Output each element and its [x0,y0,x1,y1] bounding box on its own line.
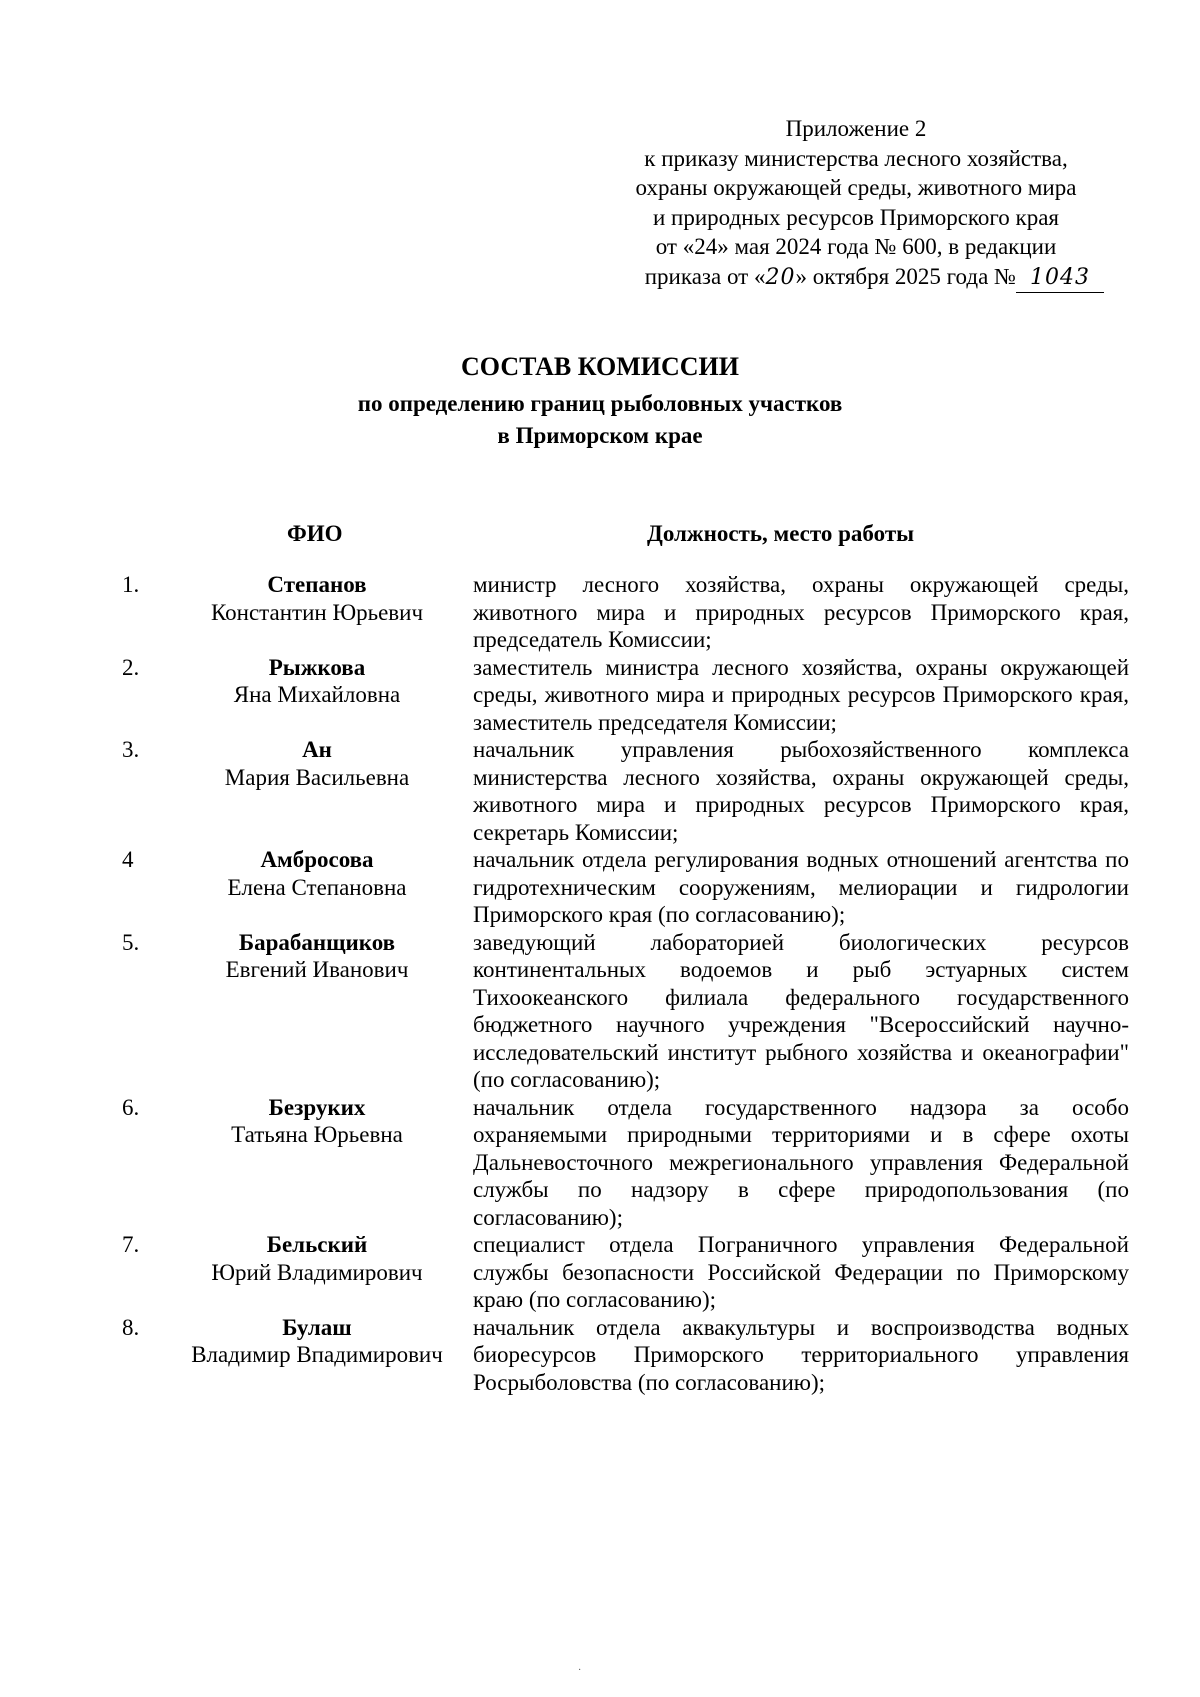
member-row [0,1231,1200,1314]
member-first-names: Юрий Владимирович [211,1259,423,1285]
header-line-6 [600,262,1112,294]
member-number: 4 [122,847,134,872]
member-row [0,571,1200,654]
member-last-name: Рыжкова [268,654,366,680]
member-number: 3. [122,737,140,762]
member-last-name: Барабанщиков [238,929,396,955]
member-position: начальник управления рыбохозяйственного комплекса министерства лесного хозяйства, охраны окружающей среды, животного мира и природных ресурсов Приморского края, секретарь Комиссии; [473,737,1129,845]
column-header-position: Должность, место работы [647,521,915,546]
member-name [172,736,462,791]
member-row [0,1094,1200,1232]
member-last-name: Степанов [267,572,367,597]
column-header-fio: ФИО [287,521,343,546]
header-line-1: Приложение 2 [785,116,927,141]
member-position: заведующий лабораторией биологических ресурсов континентальных водоемов и рыб эстуарных систем Тихоокеанского филиала федерального государственного бюджетного научного учреждения "Всероссийский научно-исследовательский институт рыбного хозяйства и океанографии" (по согласованию); [473,929,1129,1092]
member-first-names: Евгений Иванович [225,957,409,982]
member-position: министр лесного хозяйства, охраны окружающей среды, животного мира и природных ресурсов Приморского края, председатель Комиссии; [473,572,1129,652]
member-name [172,571,462,626]
members-list [0,571,1200,1396]
member-name [172,1314,462,1369]
header-line-6-mid: » октября 2025 года № [795,263,1016,289]
member-first-names: Мария Васильевна [224,764,410,790]
member-number: 2. [122,654,140,680]
member-position: начальник отдела государственного надзора за особо охраняемыми природными территориями и в сфере охоты Дальневосточного межрегионального управления Федеральной службы по надзору в сфере природопользования (по согласованию); [473,1094,1129,1230]
member-first-names: Владимир Впадимирович [191,1342,443,1367]
member-first-names: Татьяна Юрьевна [231,1122,403,1147]
document-subtitle-1: по определению границ рыболовных участков [357,391,843,416]
member-name [172,846,462,901]
member-name [172,654,462,709]
member-last-name: Бельский [266,1232,368,1257]
member-last-name: Безруких [268,1094,366,1120]
header-line-6-prefix: приказа от « [644,263,766,289]
member-row [0,654,1200,737]
document-title: СОСТАВ КОМИССИИ [461,352,739,381]
header-line-5: от «24» мая 2024 года № 600, в редакции [655,234,1057,259]
member-number: 1. [122,572,140,597]
member-name [172,1094,462,1149]
member-last-name: Ан [302,737,332,762]
member-row [0,929,1200,1094]
member-row [0,1314,1200,1397]
header-line-3: охраны окружающей среды, животного мира [635,175,1077,200]
member-name [172,1231,462,1286]
member-number: 7. [122,1232,140,1257]
document-subtitle-2: в Приморском крае [497,423,703,448]
member-row [0,736,1200,846]
member-first-names: Константин Юрьевич [210,599,424,625]
member-last-name: Амбросова [260,847,374,872]
handwritten-day: 20 [765,264,796,290]
member-position: специалист отдела Пограничного управления Федеральной службы безопасности Российской Федерации по Приморскому краю (по согласованию); [473,1232,1129,1312]
member-row [0,846,1200,929]
header-line-2: к приказу министерства лесного хозяйства, [644,145,1068,171]
member-name [172,929,462,984]
member-number: 5. [122,929,140,955]
member-number: 8. [122,1314,140,1340]
member-position: начальник отдела регулирования водных отношений агентства по гидротехническим сооружениям, мелиорации и гидрологии Приморского края (по согласованию); [473,847,1129,927]
header-line-4: и природных ресурсов Приморского края [653,204,1059,230]
member-number: 6. [122,1094,140,1120]
handwritten-order-number: 1043 [1016,263,1104,294]
member-position: начальник отдела аквакультуры и воспроизводства водных биоресурсов Приморского территориального управления Росрыболовства (по согласованию); [473,1314,1129,1395]
scan-artifact: · [578,1665,582,1676]
member-first-names: Яна Михайловна [233,682,401,707]
member-first-names: Елена Степановна [227,874,407,900]
appendix-header [600,114,1112,293]
member-last-name: Булаш [282,1314,352,1340]
member-position: заместитель министра лесного хозяйства, охраны окружающей среды, животного мира и природных ресурсов Приморского края, заместитель председателя Комиссии; [473,654,1129,735]
